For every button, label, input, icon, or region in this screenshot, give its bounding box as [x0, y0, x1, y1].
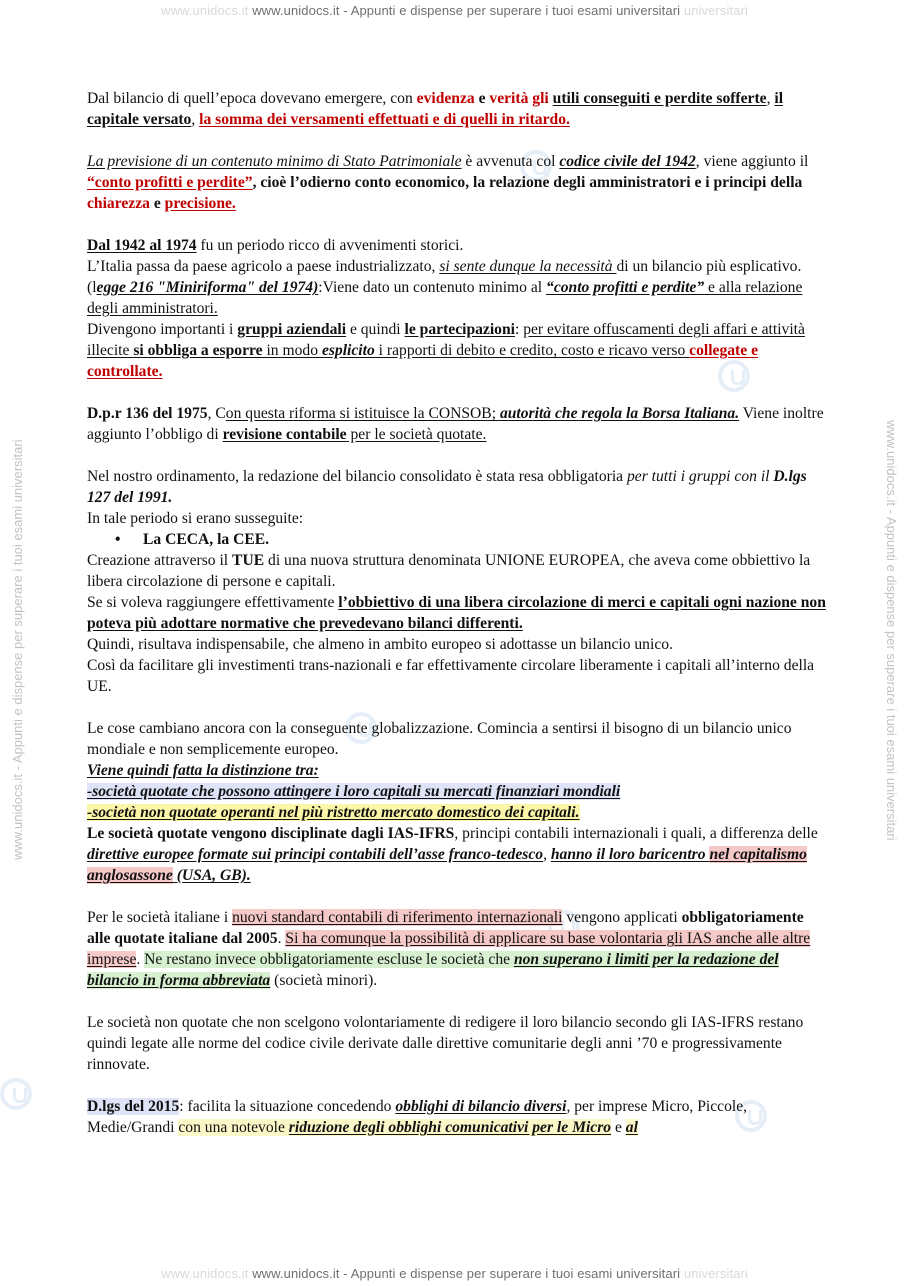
- text-run: la somma dei versamenti effettuati e di quelli in ritardo.: [199, 111, 570, 128]
- text-run: “conto profitti e perdite”: [546, 279, 705, 296]
- text-run: Le società non quotate che non scelgono volontariamente di redigere il loro bilancio secondo gli IAS-IFRS restano quindi legate alle norme del codice civile derivate dalle direttive comunitarie degli anni ’70 e progressivamente rinnovate.: [87, 1014, 804, 1073]
- watermark-side-right: www.unidocs.it - Appunti e dispense per superare i tuoi esami universitari: [884, 420, 899, 841]
- text-run: chiarezza: [87, 195, 150, 212]
- paragraph-unione-europea: [87, 550, 827, 697]
- text-run: Le società quotate vengono disciplinate dagli IAS-IFRS: [87, 825, 455, 842]
- text-run: esplicito: [321, 342, 375, 359]
- text-run: , cioè l’odierno conto economico, la relazione degli amministratori e i principi della: [252, 174, 803, 191]
- text-run: , principi contabili internazionali i quali, a differenza delle: [454, 825, 818, 842]
- text-run: Per le società italiane i: [87, 909, 233, 926]
- text-run: di un bilancio più esplicativo.: [616, 258, 802, 275]
- watermark-banner-top: [0, 3, 909, 18]
- text-run: Si ha comunque la possibilità di applicare su base volontaria gli IAS anche alle altre imprese: [87, 930, 811, 968]
- watermark-banner-text: www.unidocs.it - Appunti e dispense per superare i tuoi esami universitari: [252, 1266, 681, 1281]
- text-run: ,: [766, 90, 775, 107]
- text-run: L’Italia passa da paese agricolo a paese industrializzato,: [87, 258, 440, 275]
- text-run: è avvenuta col: [461, 153, 560, 170]
- text-run: D.lgs 127 del 1991.: [87, 468, 807, 506]
- text-run: Viene inoltre aggiunto l’obbligo di: [87, 405, 824, 443]
- paragraph-bilancio-epoca: [87, 88, 827, 130]
- text-run: le partecipazioni: [404, 321, 515, 338]
- text-run: hanno il loro baricentro: [550, 846, 710, 863]
- text-run: In tale periodo si erano susseguite:: [87, 510, 304, 527]
- watermark-faint-left: www.unidocs.it: [161, 3, 249, 18]
- watermark-faint-right: universitari: [683, 3, 748, 18]
- text-run: fu un periodo ricco di avvenimenti storici.: [196, 237, 464, 254]
- watermark-banner-text: www.unidocs.it - Appunti e dispense per superare i tuoi esami universitari: [252, 3, 681, 18]
- text-run: Divengono importanti i: [87, 321, 238, 338]
- text-run: al: [625, 1119, 638, 1136]
- text-run: per evitare offuscamenti degli affari e attività illecite: [87, 321, 805, 359]
- text-run: Se si voleva raggiungere effettivamente: [87, 594, 339, 611]
- text-run: D.p.r 136 del 1975: [87, 405, 208, 422]
- text-run: verità gli: [489, 90, 549, 107]
- text-run: e: [611, 1119, 626, 1136]
- text-run: -società quotate che possono attingere i loro capitali su mercati finanziari mondiali: [87, 783, 621, 800]
- paragraph-1942-1974: [87, 235, 827, 382]
- text-run: autorità che regola la Borsa Italiana.: [499, 405, 740, 422]
- text-run: abbreviata: [202, 972, 271, 989]
- text-run: di una nuova struttura denominata UNIONE EUROPEA, che aveva come obbiettivo la libera circolazione di persone e capitali.: [87, 552, 811, 590]
- text-run: revisione contabile: [222, 426, 347, 443]
- document-body: [87, 88, 827, 1138]
- text-run: (società minori).: [270, 972, 378, 989]
- text-run: Nel nostro ordinamento, la redazione del bilancio consolidato è stata resa obbligatoria: [87, 468, 627, 485]
- text-run: Dal bilancio di quell’epoca dovevano emergere, con: [87, 90, 417, 107]
- text-run: il capitale versato: [87, 90, 784, 128]
- text-run: e alla relazione degli amministratori.: [87, 279, 803, 317]
- text-run: non superano i limiti per la redazione del bilancio in forma: [87, 951, 779, 989]
- text-run: (l: [87, 279, 97, 296]
- text-run: obbligatoriamente alle quotate italiane dal 2005: [87, 909, 804, 947]
- text-run: (USA, GB).: [172, 867, 251, 884]
- watermark-faint-right: universitari: [683, 1266, 748, 1281]
- text-run: per tutti i gruppi con il: [626, 468, 774, 485]
- text-run: obblighi di bilancio diversi: [395, 1098, 567, 1115]
- text-run: ,: [543, 846, 551, 863]
- paragraph-dlgs-2015: [87, 1096, 827, 1138]
- paragraph-non-quotate: [87, 1012, 827, 1075]
- text-run: e: [149, 195, 165, 212]
- watermark-side-left: www.unidocs.it - Appunti e dispense per superare i tuoi esami universitari: [10, 439, 25, 860]
- watermark-logo-icon: [0, 1078, 32, 1110]
- watermark-faint-left: www.unidocs.it: [161, 1266, 249, 1281]
- text-run: egge 216 "Miniriforma" del 1974): [96, 279, 319, 296]
- text-run: Così da facilitare gli investimenti trans-nazionali e far effettivamente circolare liberamente i capitali all’interno della UE.: [87, 657, 815, 695]
- text-run: e quindi: [346, 321, 405, 338]
- text-run: e: [474, 90, 490, 107]
- text-run: precisione.: [164, 195, 236, 212]
- text-run: evidenza: [416, 90, 475, 107]
- text-run: i rapporti di debito e credito, costo e ricavo verso: [374, 342, 690, 359]
- text-run: La previsione di un contenuto minimo di Stato Patrimoniale: [87, 153, 462, 170]
- paragraph-consolidato: [87, 466, 827, 529]
- list-item: • La CECA, la CEE.: [87, 529, 827, 550]
- text-run: Le cose cambiano ancora con la conseguente globalizzazione. Comincia a sentirsi il bisogno di un bilancio unico mondiale e non semplicemente europeo.: [87, 720, 792, 758]
- text-run: D.lgs del 2015: [87, 1098, 180, 1115]
- text-run: Ne restano invece obbligatoriamente escluse le società che: [144, 951, 514, 968]
- text-run: : facilita la situazione concedendo: [179, 1098, 396, 1115]
- paragraph-consob: [87, 403, 827, 445]
- text-run: “conto profitti e perdite”: [87, 174, 253, 191]
- text-run: per le società quotate.: [346, 426, 487, 443]
- text-run: TUE: [232, 552, 265, 569]
- text-run: .: [277, 930, 286, 947]
- text-run: direttive europee formate sui principi contabili dell’asse franco-tedesco: [87, 846, 544, 863]
- text-run: , C: [207, 405, 226, 422]
- text-run: Quindi, risultava indispensabile, che almeno in ambito europeo si adottasse un bilancio unico.: [87, 636, 673, 653]
- text-run: on questa riforma si istituisce la CONSOB;: [225, 405, 500, 422]
- text-run: ,: [191, 111, 200, 128]
- text-run: Viene quindi fatta la distinzione tra:: [87, 762, 319, 779]
- watermark-banner-bottom: [0, 1266, 909, 1281]
- text-run: in modo: [262, 342, 322, 359]
- text-run: , viene aggiunto il: [695, 153, 809, 170]
- text-run: utili conseguiti e perdite sofferte: [552, 90, 767, 107]
- paragraph-societa-italiane: [87, 907, 827, 991]
- text-run: Creazione attraverso il: [87, 552, 233, 569]
- text-run: vengono applicati: [562, 909, 682, 926]
- text-run: Dal 1942 al 1974: [87, 237, 197, 254]
- text-run: collegate e controllate.: [87, 342, 758, 380]
- text-run: riduzione degli obblighi comunicativi per le Micro: [288, 1119, 612, 1136]
- text-run: nuovi standard contabili di riferimento internazionali: [232, 909, 563, 926]
- text-run: :Viene dato un contenuto minimo al: [318, 279, 547, 296]
- text-run: gruppi aziendali: [237, 321, 347, 338]
- text-run: si sente dunque la necessità: [439, 258, 617, 275]
- text-run: .: [136, 951, 145, 968]
- text-run: con una notevole: [178, 1119, 289, 1136]
- text-run: :: [514, 321, 524, 338]
- text-run: codice civile del 1942: [559, 153, 696, 170]
- text-run: nel capitalismo anglosassone: [87, 846, 807, 884]
- text-run: si obbliga a esporre: [133, 342, 263, 359]
- text-run: -società non quotate operanti nel più ristretto mercato domestico dei capitali.: [87, 804, 580, 821]
- paragraph-codice-civile-1942: [87, 151, 827, 214]
- text-run: , per imprese Micro, Piccole, Medie/Grandi: [87, 1098, 748, 1136]
- text-run: l’obbiettivo di una libera circolazione di merci e capitali ogni nazione non poteva più adottare normative che prevedevano bilanci differenti.: [87, 594, 826, 632]
- paragraph-globalizzazione: [87, 718, 827, 886]
